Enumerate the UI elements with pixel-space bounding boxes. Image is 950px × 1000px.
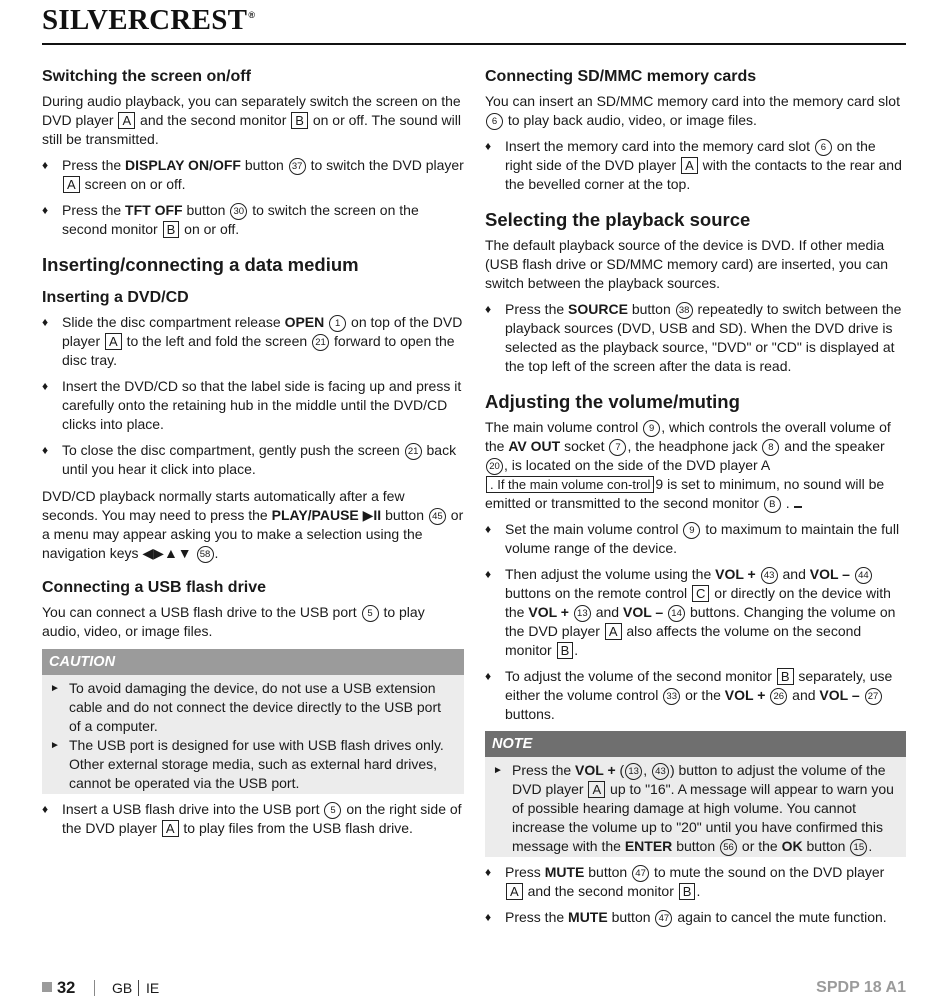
right-column	[485, 66, 906, 927]
callout-number: 58	[197, 546, 214, 563]
callout-number: 33	[663, 688, 680, 705]
callout-number: 43	[761, 567, 778, 584]
subsection-title-dvd: Inserting a DVD/CD	[42, 289, 189, 306]
section-title-volume: Adjusting the volume/muting	[485, 391, 740, 412]
label-a: A	[605, 623, 622, 640]
brand-logo	[42, 4, 255, 37]
screen-intro: During audio playback, you can separately switch the screen on the DVD player A and the second monitor B on or off. The sound will still be transmitted.	[42, 93, 461, 147]
label-b: B	[291, 112, 308, 129]
caution-body	[42, 675, 464, 794]
callout-number: 14	[668, 605, 685, 622]
list-item: ♦ Then adjust the volume using the VOL + 43 and VOL – 44 buttons on the remote control C or directly on the device with the VOL + 13 and VOL – 14 buttons. Changing the volume on the DVD player A also affects the volume on the second monitor B .	[485, 566, 896, 658]
diamond-bullet-icon: ♦	[42, 443, 49, 457]
header-rule	[42, 43, 906, 45]
page-footer	[42, 976, 906, 1000]
diamond-bullet-icon: ♦	[485, 910, 492, 924]
list-item: ♦ Press the DISPLAY ON/OFF button 37 to switch the DVD player A screen on or off.	[42, 157, 464, 192]
label-a: A	[588, 781, 605, 798]
diamond-bullet-icon: ♦	[485, 139, 492, 153]
diamond-bullet-icon: ♦	[485, 865, 492, 879]
diamond-bullet-icon: ♦	[42, 379, 49, 393]
callout-number: 44	[855, 567, 872, 584]
sd-intro: You can insert an SD/MMC memory card into the memory card slot 6 to play back audio, video, or image files.	[485, 93, 900, 128]
left-column	[42, 66, 464, 838]
label-a: A	[63, 176, 80, 193]
callout-number: 9	[683, 522, 700, 539]
callout-number: 6	[815, 139, 832, 156]
diamond-bullet-icon: ♦	[485, 567, 492, 581]
section-title-screen: Switching the screen on/off	[42, 68, 251, 85]
registered-mark: ®	[248, 10, 256, 21]
callout-number: 6	[486, 113, 503, 130]
list-item: ♦ Insert the DVD/CD so that the label side is facing up and press it carefully onto the retaining hub in the middle until the DVD/CD clicks into place.	[42, 378, 462, 432]
list-item: ♦ Insert the memory card into the memory card slot 6 on the right side of the DVD player A with the contacts to the rear and the bevelled corner at the top.	[485, 138, 902, 192]
label-a: A	[506, 883, 523, 900]
label-b: B	[679, 883, 696, 900]
diamond-bullet-icon: ♦	[42, 158, 49, 172]
label-a: . If the main volume con-trol	[486, 476, 654, 493]
caution-box	[42, 649, 464, 794]
list-item: ♦ Slide the disc compartment release OPEN 1 on top of the DVD player A to the left and fold the screen 21 forward to open the disc tray.	[42, 314, 463, 368]
list-item: ♦ Press the SOURCE button 38 repeatedly to switch between the playback sources (DVD, USB and SD). When the DVD drive is selected as the playback source, "DVD" or "CD" is displayed at the top left of the screen after the data is read.	[485, 301, 902, 374]
callout-number: 27	[865, 688, 882, 705]
diamond-bullet-icon: ♦	[485, 302, 492, 316]
label-b: B	[163, 221, 180, 238]
section-title-source: Selecting the playback source	[485, 209, 751, 230]
brand-name: SILVERCREST	[42, 4, 248, 36]
diamond-bullet-icon: ♦	[485, 669, 492, 683]
callout-number: 1	[329, 315, 346, 332]
callout-number: 21	[312, 334, 329, 351]
list-item: ► The USB port is designed for use with USB flash drives only. Other external storage media, such as external hard drives, cannot be operated via the USB port.	[50, 737, 444, 791]
playback-paragraph: DVD/CD playback normally starts automatically after a few seconds. You may need to press the PLAY/PAUSE ▶II button 45 or a menu may appear asking you to make a selection using the navigation keys ◀▶▲▼ 58 .	[42, 488, 464, 561]
section-title-usb: Connecting a USB flash drive	[42, 579, 267, 596]
callout-number: 5	[362, 605, 379, 622]
callout-number: 38	[676, 302, 693, 319]
label-b: B	[777, 668, 794, 685]
source-intro: The default playback source of the device is DVD. If other media (USB flash drive or SD/MMC memory card) are inserted, you can switch between the playback sources.	[485, 237, 889, 291]
callout-number: 37	[289, 158, 306, 175]
callout-number: 21	[405, 443, 422, 460]
section-title-insert: Inserting/connecting a data medium	[42, 254, 359, 275]
list-item: ♦ Press the TFT OFF button 30 to switch the screen on the second monitor B on or off.	[42, 202, 419, 237]
list-item: ► Press the VOL + ( 13 , 43 ) button to adjust the volume of the DVD player A up to "16". A message will appear to warn you of possible hearing damage at high volume. You cannot increase the volume up to "20" until you have confirmed this message with the ENTER button 56 or the OK button 15 .	[493, 762, 894, 854]
callout-number: 8	[762, 439, 779, 456]
label-a: A	[105, 333, 122, 350]
diamond-bullet-icon: ♦	[42, 203, 49, 217]
list-item: ♦ Press MUTE button 47 to mute the sound on the DVD player A and the second monitor B .	[485, 864, 885, 899]
label-b	[794, 506, 802, 508]
label-a: A	[162, 820, 179, 837]
page-number: 32	[57, 979, 76, 997]
list-item: ♦ To adjust the volume of the second monitor B separately, use either the volume control 33 or the VOL + 26 and VOL – 27 buttons.	[485, 668, 893, 722]
section-title-sd: Connecting SD/MMC memory cards	[485, 68, 757, 85]
diamond-bullet-icon: ♦	[485, 522, 492, 536]
callout-number: 56	[720, 839, 737, 856]
callout-number: B	[764, 496, 781, 513]
callout-number: 15	[850, 839, 867, 856]
callout-number: 7	[609, 439, 626, 456]
callout-number: 47	[632, 865, 649, 882]
footer-divider	[94, 980, 95, 996]
diamond-bullet-icon: ♦	[42, 315, 49, 329]
callout-number: 9	[643, 420, 660, 437]
label-a: A	[681, 157, 698, 174]
list-item: ♦ Insert a USB flash drive into the USB port 5 on the right side of the DVD player A to play files from the USB flash drive.	[42, 801, 462, 836]
callout-number: 5	[324, 802, 341, 819]
callout-number: 45	[429, 508, 446, 525]
list-item: ♦ Set the main volume control 9 to maximum to maintain the full volume range of the device.	[485, 521, 900, 556]
callout-number: 47	[655, 910, 672, 927]
footer-divider	[138, 980, 139, 996]
list-item: ♦ Press the MUTE button 47 again to cancel the mute function.	[485, 909, 887, 925]
note-box	[485, 731, 906, 857]
callout-number: 26	[770, 688, 787, 705]
volume-intro: The main volume control 9 , which controls the overall volume of the AV OUT socket 7 , the headphone jack 8 and the speaker 20 , is located on the side of the DVD player A . If the main volume con-trol 9 is set to minimum, no sound will be emitted or transmitted to the second monitor B .	[485, 419, 891, 511]
diamond-bullet-icon: ♦	[42, 802, 49, 816]
list-item: ► To avoid damaging the device, do not use a USB extension cable and do not connect the device directly to the USB port of a computer.	[50, 680, 442, 734]
triangle-bullet-icon: ►	[493, 765, 503, 776]
model-number: SPDP 18 A1	[816, 979, 906, 996]
list-item: ♦ To close the disc compartment, gently push the screen 21 back until you hear it click into place.	[42, 442, 457, 477]
note-header: NOTE	[485, 731, 906, 757]
triangle-bullet-icon: ►	[50, 683, 60, 694]
note-body	[485, 757, 906, 857]
language-gb: GB	[112, 980, 133, 996]
language-ie: IE	[146, 980, 160, 996]
label-a: A	[118, 112, 135, 129]
caution-header: CAUTION	[42, 649, 464, 675]
callout-number: 43	[652, 763, 669, 780]
label-b: B	[557, 642, 574, 659]
page-marker-icon	[42, 982, 52, 992]
callout-number: 30	[230, 203, 247, 220]
triangle-bullet-icon: ►	[50, 740, 60, 751]
callout-number: 13	[625, 763, 642, 780]
usb-intro: You can connect a USB flash drive to the USB port 5 to play audio, video, or image files.	[42, 604, 425, 639]
label-c: C	[692, 585, 709, 602]
callout-number: 13	[574, 605, 591, 622]
callout-number: 20	[486, 458, 503, 475]
navigation-arrows-icon: ◀▶▲▼	[142, 545, 192, 561]
